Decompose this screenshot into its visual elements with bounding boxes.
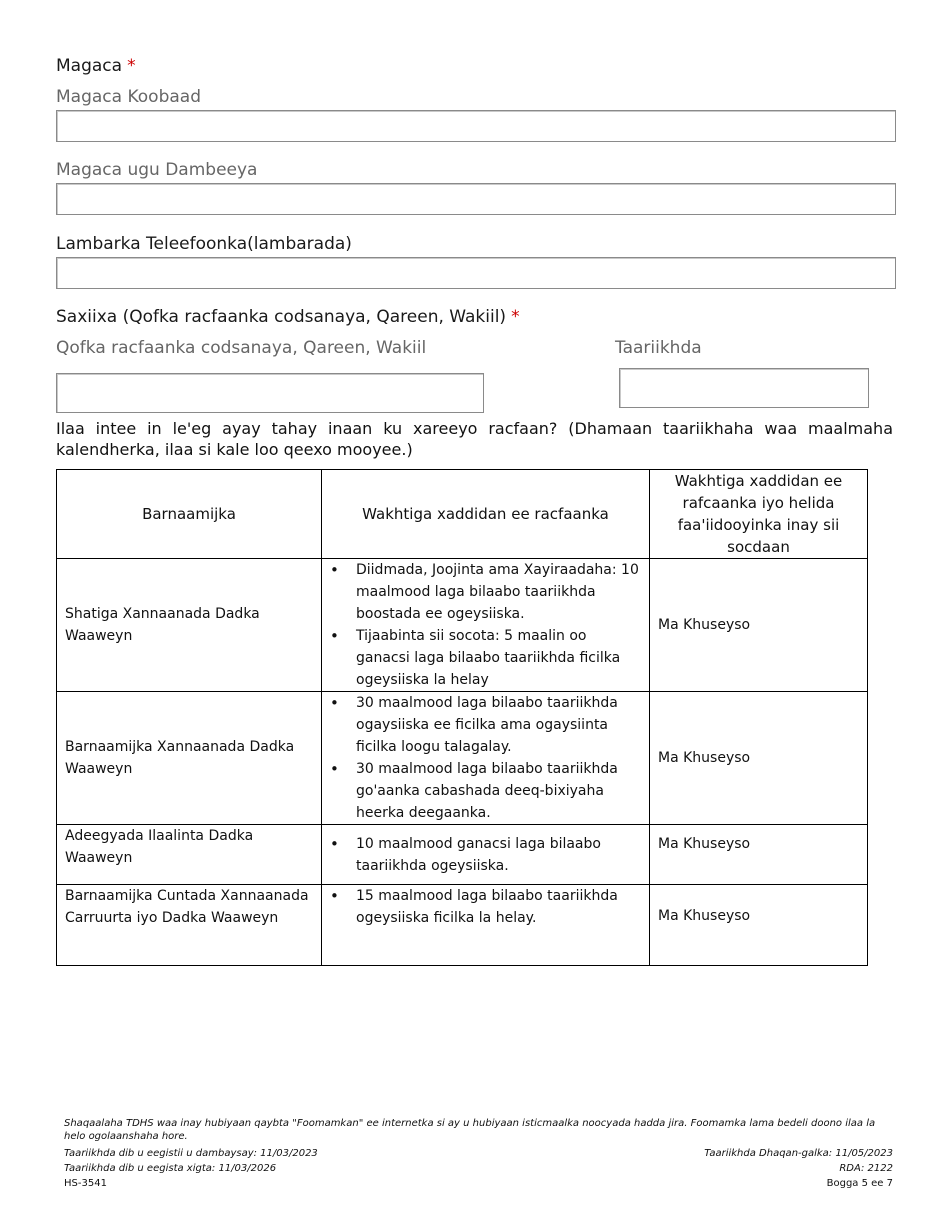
continued-benefits-cell: Ma Khuseyso	[650, 825, 868, 885]
signature-heading	[56, 307, 520, 327]
column-header-continued-benefits: Wakhtiga xaddidan ee rafcaanka iyo helida faa'iidooyinka inay sii socdaan	[650, 470, 868, 559]
required-marker: *	[511, 307, 520, 327]
first-name-label: Magaca Koobaad	[56, 87, 201, 107]
program-cell: Barnaamijka Xannaanada Dadka Waaweyn	[57, 692, 322, 825]
deadline-item: • Diidmada, Joojinta ama Xayiraadaha: 10 maalmood laga bilaabo taariikhda boostada ee ogeysiiska.	[328, 559, 641, 625]
phone-label: Lambarka Teleefoonka(lambarada)	[56, 234, 352, 254]
deadline-item: • Tijaabinta sii socota: 5 maalin oo ganacsi laga bilaabo taariikhda ficilka ogeysiiska la helay	[328, 625, 641, 691]
required-marker: *	[127, 56, 136, 76]
deadline-list	[328, 833, 641, 877]
continued-benefits-cell: Ma Khuseyso	[650, 885, 868, 966]
last-name-label: Magaca ugu Dambeeya	[56, 160, 258, 180]
phone-field[interactable]	[56, 257, 896, 289]
appeal-deadline-question: Ilaa intee in le'eg ayay tahay inaan ku xareeyo racfaan? (Dhamaan taariikhaha waa maalmaha kalendherka, ilaa si kale loo qeexo mooyee.)	[56, 419, 893, 459]
footer-rda: RDA: 2122	[839, 1163, 893, 1174]
footer-next-review: Taariikhda dib u eegista xigta: 11/03/2026	[64, 1163, 277, 1174]
appeal-deadlines-table	[56, 469, 868, 966]
table-row	[57, 692, 868, 825]
program-cell: Adeegyada Ilaalinta Dadka Waaweyn	[57, 825, 322, 885]
footer-review-date: Taariikhda dib u eegistii u dambaysay: 11/03/2023	[64, 1148, 318, 1159]
deadline-item: • 10 maalmood ganacsi laga bilaabo taariikhda ogeysiiska.	[328, 833, 641, 877]
page-number: Bogga 5 ee 7	[826, 1178, 893, 1189]
deadline-cell	[322, 692, 650, 825]
deadline-list	[328, 559, 641, 691]
footer-effective-date: Taariikhda Dhaqan-galka: 11/05/2023	[704, 1148, 893, 1159]
continued-benefits-cell: Ma Khuseyso	[650, 559, 868, 692]
continued-benefits-cell: Ma Khuseyso	[650, 692, 868, 825]
first-name-field[interactable]	[56, 110, 896, 142]
deadline-cell	[322, 559, 650, 692]
name-label: Magaca	[56, 56, 123, 76]
table-header-row	[57, 470, 868, 559]
deadline-item: • 15 maalmood laga bilaabo taariikhda ogeysiiska ficilka la helay.	[328, 885, 641, 929]
date-label: Taariikhda	[615, 338, 702, 358]
deadline-cell	[322, 885, 650, 966]
table-row	[57, 825, 868, 885]
signature-label: Saxiixa (Qofka racfaanka codsanaya, Qareen, Wakiil)	[56, 307, 507, 327]
footer-disclaimer: Shaqaalaha TDHS waa inay hubiyaan qaybta "Foomamkan" ee internetka si ay u hubiyaan isticmaalka noocyada hadda jira. Foomamka lama bedeli doono ilaa la helo ogolaanshaha hore.	[64, 1118, 876, 1142]
form-number: HS-3541	[64, 1178, 107, 1189]
deadline-item: • 30 maalmood laga bilaabo taariikhda go'aanka cabashada deeq-bixiyaha heerka deegaanka.	[328, 758, 641, 824]
deadline-item: • 30 maalmood laga bilaabo taariikhda ogaysiiska ee ficilka ama ogaysiinta ficilka loogu talagalay.	[328, 692, 641, 758]
deadline-list	[328, 885, 641, 929]
program-cell: Barnaamijka Cuntada Xannaanada Carruurta iyo Dadka Waaweyn	[57, 885, 322, 966]
table-row	[57, 885, 868, 966]
signature-date-field[interactable]	[619, 368, 869, 408]
column-header-deadline: Wakhtiga xaddidan ee racfaanka	[322, 470, 650, 559]
table-row	[57, 559, 868, 692]
signer-label: Qofka racfaanka codsanaya, Qareen, Wakiil	[56, 338, 427, 358]
deadline-list	[328, 692, 641, 824]
deadline-cell	[322, 825, 650, 885]
column-header-program: Barnaamijka	[57, 470, 322, 559]
last-name-field[interactable]	[56, 183, 896, 215]
name-heading	[56, 56, 136, 76]
program-cell: Shatiga Xannaanada Dadka Waaweyn	[57, 559, 322, 692]
signature-field[interactable]	[56, 373, 484, 413]
